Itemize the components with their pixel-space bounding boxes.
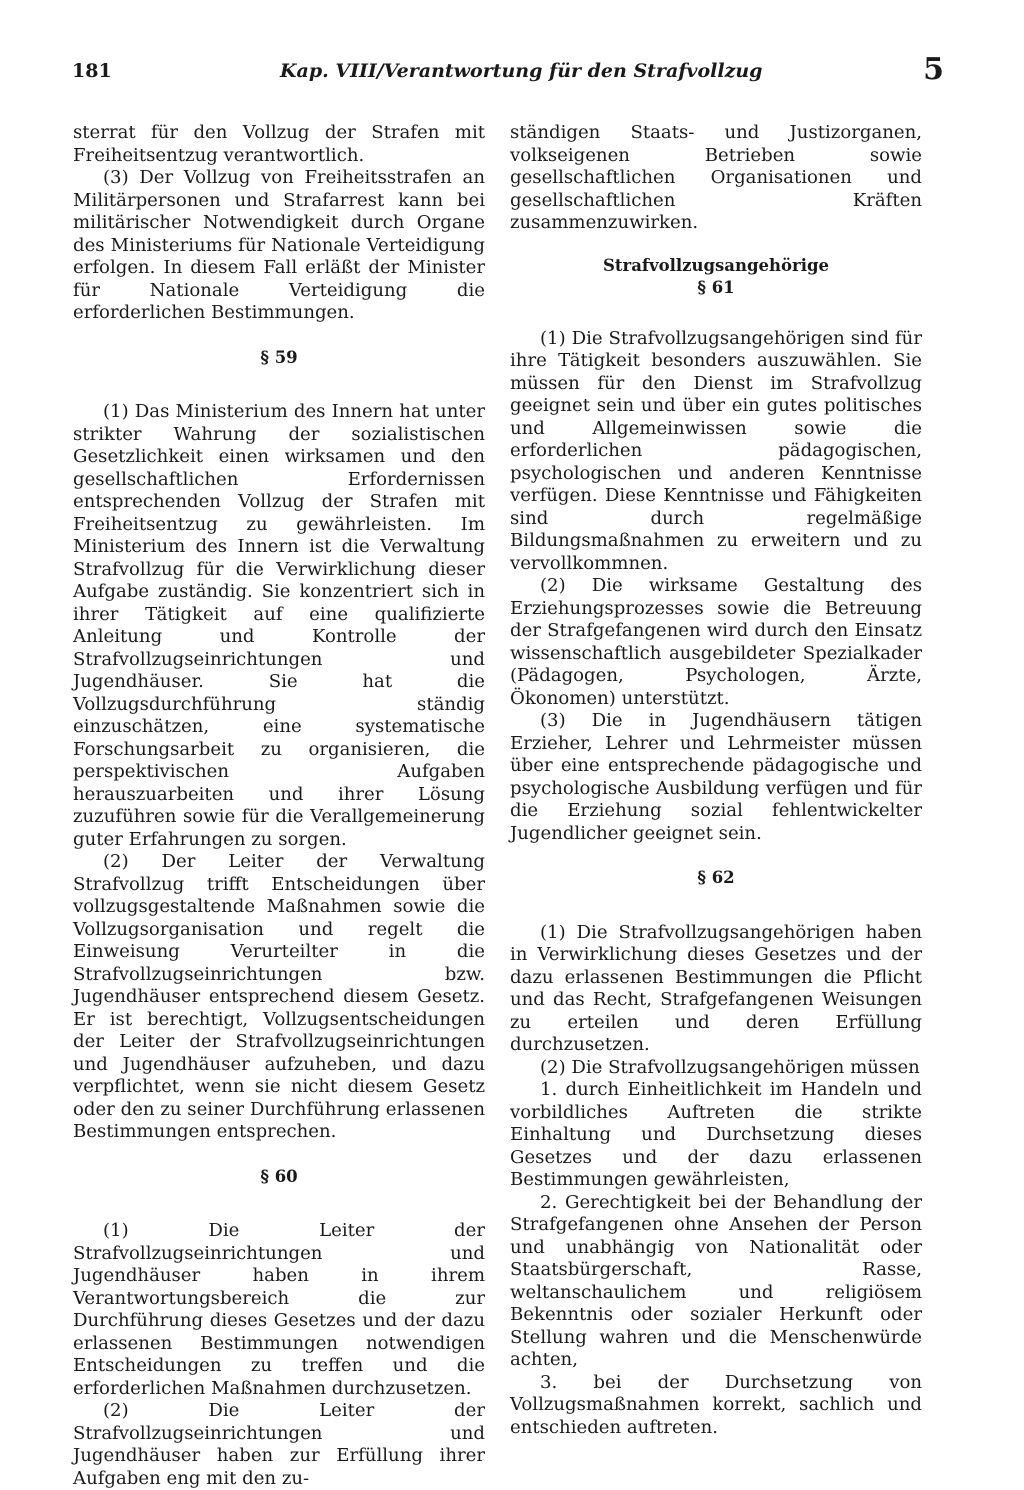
paragraph-62-2: (2) Die Strafvollzugsangehörigen müssen [540,1056,920,1078]
paragraph-60-1: (1) Die Leiter der Strafvollzugseinrichtungen und Jugendhäuser haben in ihrem Verantwortungsbereich die zur Durchführung dieses Gesetzes und der dazu erlassenen Bestimmungen notwendigen Entscheidungen zu treffen und die erforderlichen Maßnahmen durchzusetzen. [73,1220,485,1399]
list-item-62-2-3: 3. bei der Durchsetzung von Vollzugsmaßnahmen korrekt, sachlich und entschieden auftreten. [510,1371,922,1438]
section-heading-60: § 60 [260,1166,298,1186]
section-heading-59: § 59 [260,347,298,367]
chapter-number: 5 [923,52,944,87]
left-column [73,122,485,1490]
page-header [72,52,944,90]
paragraph-61-2: (2) Die wirksame Gestaltung des Erziehungsprozesses sowie die Betreuung der Strafgefangenen wird durch den Einsatz wissenschaftlich ausgebildeter Spezialkader (Pädagogen, Psychologen, Ärzte, Ökonomen) unterstützt. [510,575,922,709]
paragraph-continuation: sterrat für den Vollzug der Strafen mit Freiheitsentzug verantwortlich. [73,122,485,166]
section-title-61: Strafvollzugsangehörige [602,255,830,275]
paragraph-59-2: (2) Der Leiter der Verwaltung Strafvollzug trifft Entscheidungen über vollzugsgestaltende Maßnahmen sowie die Vollzugsorganisation und regelt die Einweisung Verurteilter in die Strafvollzugseinrichtungen bzw. Jugendhäuser entsprechend diesem Gesetz. Er ist berechtigt, Vollzugsentscheidungen der Leiter der Strafvollzugseinrichtungen und Jugendhäuser aufzuheben, und dazu verpflichtet, wenn sie nicht diesem Gesetz oder den zu seiner Durchführung erlassenen Bestimmungen entsprechen. [73,851,485,1142]
section-heading-62: § 62 [697,868,735,887]
right-column [510,122,922,1439]
paragraph-61-3: (3) Die in Jugendhäusern tätigen Erzieher, Lehrer und Lehrmeister müssen über eine entsprechende pädagogische und psychologische Ausbildung verfügen und für die Erziehung sozial fehlentwickelter Jugendlicher geeignet sein. [510,710,922,844]
paragraph-60-2: (2) Die Leiter der Strafvollzugseinrichtungen und Jugendhäuser haben zur Erfüllung ihrer Aufgaben eng mit den zu- [73,1400,485,1489]
paragraph-58-3: (3) Der Vollzug von Freiheitsstrafen an Militärpersonen und Strafarrest kann bei militärischer Notwendigkeit durch Organe des Ministeriums für Nationale Verteidigung erfolgen. In diesem Fall erläßt der Minister für Nationale Verteidigung die erforderlichen Bestimmungen. [73,167,485,323]
page-number: 181 [72,60,112,82]
paragraph-62-1: (1) Die Strafvollzugsangehörigen haben in Verwirklichung dieses Gesetzes und der dazu erlassenen Bestimmungen die Pflicht und das Recht, Strafgefangenen Weisungen zu erteilen und deren Erfüllung durchzusetzen. [510,921,922,1055]
paragraph-59-1: (1) Das Ministerium des Innern hat unter strikter Wahrung der sozialistischen Gesetzlichkeit einen wirksamen und den gesellschaftlichen Erfordernissen entsprechenden Vollzug der Strafen mit Freiheitsentzug zu gewährleisten. Im Ministerium des Innern ist die Verwaltung Strafvollzug für die Verwirklichung dieser Aufgabe zuständig. Sie konzentriert sich in ihrer Tätigkeit auf eine qualifizierte Anleitung und Kontrolle der Strafvollzugseinrichtungen und Jugendhäuser. Sie hat die Vollzugsdurchführung ständig einzuschätzen, eine systematische Forschungsarbeit zu organisieren, die perspektivischen Aufgaben herauszuarbeiten und ihrer Lösung zuzuführen sowie für die Verallgemeinerung guter Erfahrungen zu sorgen. [73,401,485,850]
paragraph-continuation: ständigen Staats- und Justizorganen, volkseigenen Betrieben sowie gesellschaftlichen Organisationen und gesellschaftlichen Kräften zusammenzuwirken. [510,122,922,233]
list-item-62-2-2: 2. Gerechtigkeit bei der Behandlung der Strafgefangenen ohne Ansehen der Person und unabhängig von Nationalität oder Staatsbürgerschaft, Rasse, weltanschaulichem und religiösem Bekenntnis oder sozialer Herkunft oder Stellung wahren und die Menschenwürde achten, [510,1191,922,1370]
section-heading-61: § 61 [697,278,735,297]
list-item-62-2-1: 1. durch Einheitlichkeit im Handeln und vorbildliches Auftreten die strikte Einhaltung und Durchsetzung dieses Gesetzes und der dazu erlassenen Bestimmungen gewährleisten, [510,1079,922,1190]
paragraph-61-1: (1) Die Strafvollzugsangehörigen sind für ihre Tätigkeit besonders auszuwählen. Sie müssen für den Dienst im Strafvollzug geeignet sein und über ein gutes politisches und Allgemeinwissen sowie die erforderlichen pädagogischen, psychologischen und anderen Kenntnisse verfügen. Diese Kenntnisse und Fähigkeiten sind durch regelmäßige Bildungsmaßnahmen zu erweitern und zu vervollkommnen. [510,327,922,574]
running-title: Kap. VIII/Verantwortung für den Strafvollzug [280,60,763,82]
